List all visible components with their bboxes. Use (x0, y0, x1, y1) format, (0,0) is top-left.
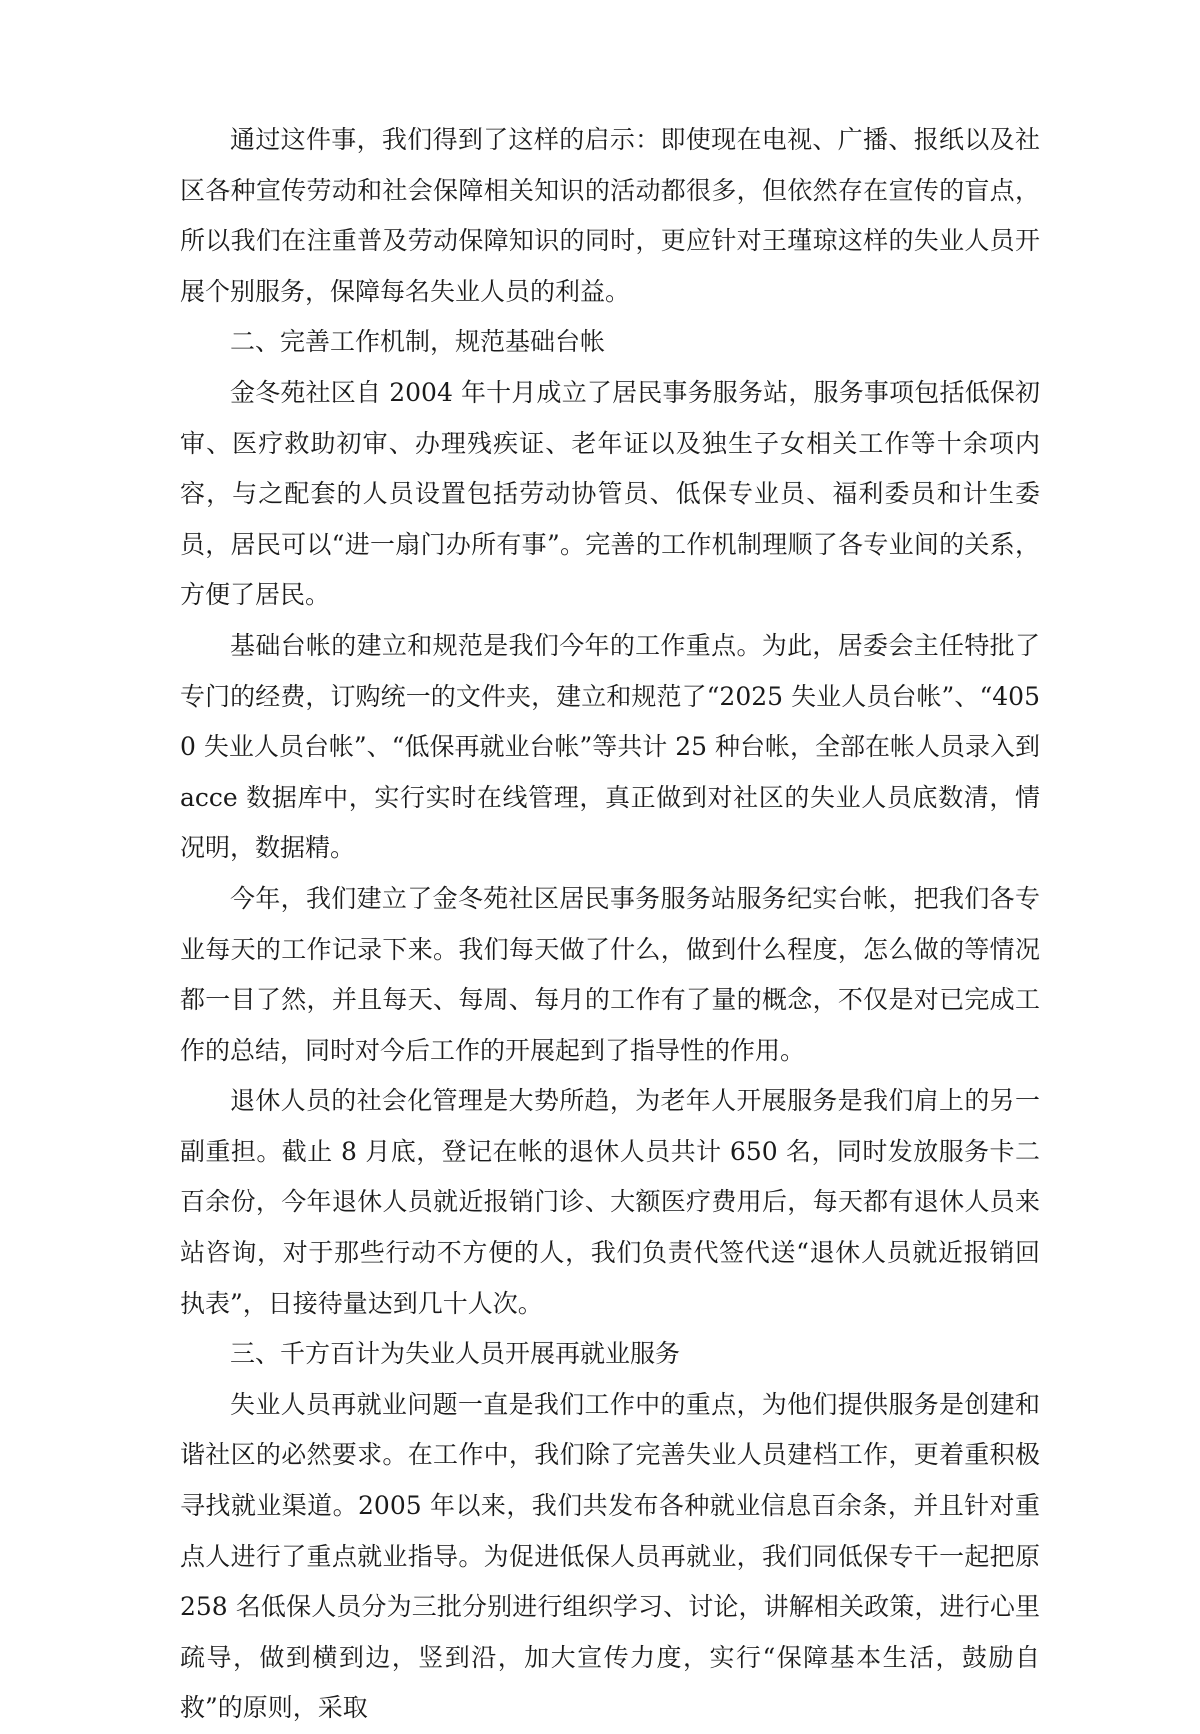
paragraph-service-record: 今年，我们建立了金冬苑社区居民事务服务站服务纪实台帐，把我们各专业每天的工作记录下来。我们每天做了什么，做到什么程度，怎么做的等情况都一目了然，并且每天、每周、每月的工作有了量的概念，不仅是对已完成工作的总结，同时对今后工作的开展起到了指导性的作用。 (180, 883, 1040, 1065)
document-body (180, 115, 1040, 1734)
section-heading-3: 三、千方百计为失业人员开展再就业服务 (230, 1339, 681, 1369)
paragraph-ledger-standardization: 基础台帐的建立和规范是我们今年的工作重点。为此，居委会主任特批了专门的经费，订购统一的文件夹，建立和规范了“2025 失业人员台帐”、“4050 失业人员台帐”、“低保再就业台帐”等共计 25 种台帐，全部在帐人员录入到 acce 数据库中，实行实时在线管理，真正做到对社区的失业人员底数清，情况明，数据精。 (180, 630, 1040, 863)
paragraph-retiree-management: 退休人员的社会化管理是大势所趋，为老年人开展服务是我们肩上的另一副重担。截止 8 月底，登记在帐的退休人员共计 650 名，同时发放服务卡二百余份，今年退休人员就近报销门诊、大额医疗费用后，每天都有退休人员来站咨询，对于那些行动不方便的人，我们负责代签代送“退休人员就近报销回执表”，日接待量达到几十人次。 (180, 1086, 1040, 1318)
section-heading-2: 二、完善工作机制，规范基础台帐 (230, 327, 606, 357)
paragraph-service-station: 金冬苑社区自 2004 年十月成立了居民事务服务站，服务事项包括低保初审、医疗救助初审、办理残疾证、老年证以及独生子女相关工作等十余项内容，与之配套的人员设置包括劳动协管员、低保专业员、福利委员和计生委员，居民可以“进一扇门办所有事”。完善的工作机制理顺了各专业间的关系，方便了居民。 (180, 377, 1040, 610)
paragraph-reemployment: 失业人员再就业问题一直是我们工作中的重点，为他们提供服务是创建和谐社区的必然要求。在工作中，我们除了完善失业人员建档工作，更着重积极寻找就业渠道。2005 年以来，我们共发布各种就业信息百余条，并且针对重点人进行了重点就业指导。为促进低保人员再就业，我们同低保专干一起把原 258 名低保人员分为三批分别进行组织学习、讨论，讲解相关政策，进行心里疏导，做到横到边，竖到沿，加大宣传力度，实行“保障基本生活，鼓励自救”的原则，采取 (180, 1389, 1040, 1723)
paragraph-insight: 通过这件事，我们得到了这样的启示：即使现在电视、广播、报纸以及社区各种宣传劳动和社会保障相关知识的活动都很多，但依然存在宣传的盲点，所以我们在注重普及劳动保障知识的同时，更应针对王瑾琼这样的失业人员开展个别服务，保障每名失业人员的利益。 (180, 125, 1040, 306)
